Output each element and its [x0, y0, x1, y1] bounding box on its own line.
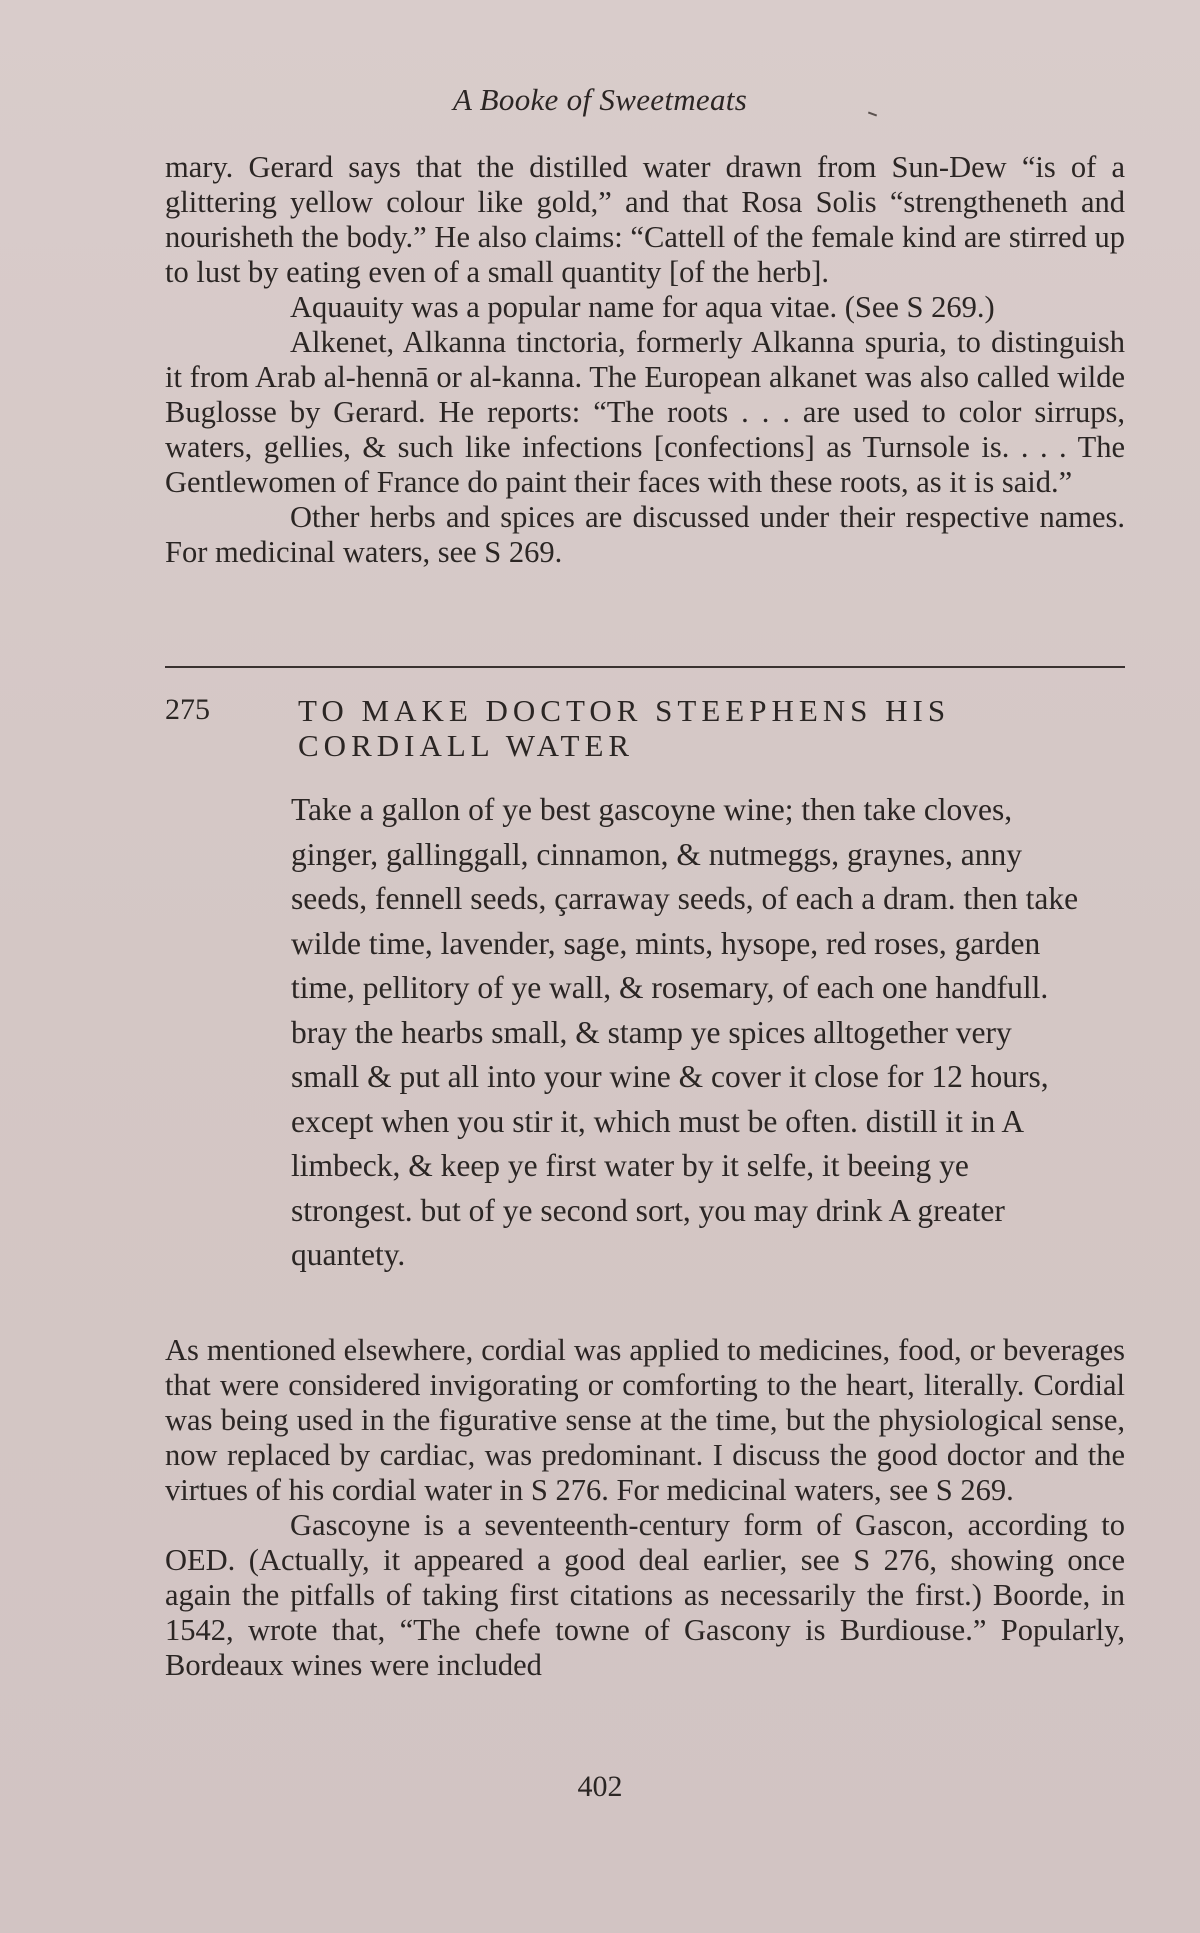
recipe-title: TO MAKE DOCTOR STEEPHENS HIS CORDIALL WATER: [298, 693, 951, 763]
commentary-paragraph: Gascoyne is a seventeenth-century form of Gascon, according to OED. (Actually, it appeared a good deal earlier, see S 276, showing once again the pitfalls of taking first citations as necessarily the first.) Boorde, in 1542, wrote that, “The chefe towne of Gascony is Burdiouse.” Popularly, Bordeaux wines were included: [165, 1508, 1125, 1682]
running-head: A Booke of Sweetmeats: [452, 82, 748, 117]
intro-paragraph: Alkenet, Alkanna tinctoria, formerly Alkanna spuria, to distinguish it from Arab al-hennā or al-kanna. The European alkanet was also called wilde Buglosse by Gerard. He reports: “The roots . . . are used to color sirrups, waters, gellies, & such like infections [confections] as Turnsole is. . . . The Gentlewomen of France do paint their faces with these roots, as it is said.”: [165, 325, 1125, 499]
intro-paragraph: Other herbs and spices are discussed under their respective names. For medicinal waters, see S 269.: [165, 500, 1125, 569]
intro-paragraph: mary. Gerard says that the distilled water drawn from Sun-Dew “is of a glittering yellow colour like gold,” and that Rosa Solis “strengtheneth and nourisheth the body.” He also claims: “Cattell of the female kind are stirred up to lust by eating even of a small quantity [of the herb].: [165, 150, 1125, 289]
intro-text: [165, 150, 1125, 570]
commentary-paragraph: As mentioned elsewhere, cordial was applied to medicines, food, or beverages that were considered invigorating or comforting to the heart, literally. Cordial was being used in the figurative sense at the time, but the physiological sense, now replaced by cardiac, was predominant. I discuss the good doctor and the virtues of his cordial water in S 276. For medicinal waters, see S 269.: [165, 1333, 1125, 1507]
intro-paragraph: Aquauity was a popular name for aqua vitae. (See S 269.): [290, 290, 995, 324]
recipe-paragraph: Take a gallon of ye best gascoyne wine; then take cloves, ginger, gallinggall, cinnamon, & nutmeggs, graynes, anny seeds, fennell seeds, çarraway seeds, of each a dram. then take wilde time, lavender, sage, mints, hysope, red roses, garden time, pellitory of ye wall, & rosemary, of each one handfull. bray the hearbs small, & stamp ye spices alltogether very small & put all into your wine & cover it close for 12 hours, except when you stir it, which must be often. distill it in A limbeck, & keep ye first water by it selfe, it beeing ye strongest. but of ye second sort, you may drink A greater quantety.: [291, 792, 1079, 1272]
page-number: 402: [577, 1770, 623, 1803]
commentary: [165, 1333, 1125, 1683]
recipe-number: 275: [165, 693, 210, 726]
recipe-text: [291, 788, 1081, 1278]
section-divider: [165, 666, 1125, 668]
